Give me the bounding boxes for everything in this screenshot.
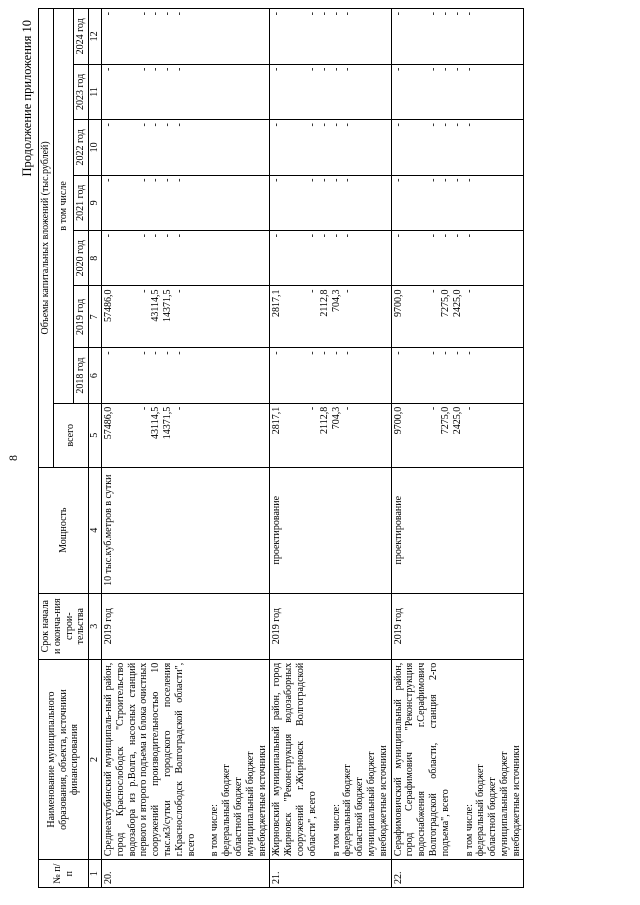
source-value: -	[150, 123, 162, 127]
value-total: -	[392, 67, 404, 72]
source-value: -	[330, 123, 342, 127]
source-name: внебюджетные источники	[256, 745, 268, 857]
header-column-number: 7	[89, 286, 102, 348]
value-total: -	[102, 178, 114, 182]
source-name: внебюджетные источники	[510, 745, 522, 857]
value-cell	[270, 348, 391, 403]
value-cell	[270, 286, 391, 348]
header-num: № п/п	[39, 860, 89, 888]
source-name: федеральный бюджет	[475, 764, 487, 857]
value-cell	[391, 286, 524, 348]
row-name-cell	[391, 659, 524, 860]
row-capacity: проектирование	[391, 467, 524, 593]
value-sources	[127, 179, 186, 227]
value-total: -	[271, 234, 283, 238]
source-value: -	[138, 123, 150, 127]
source-value: -	[138, 406, 150, 411]
source-value: -	[330, 67, 342, 72]
source-value: -	[451, 123, 463, 127]
source-value: -	[451, 178, 463, 182]
value-sources	[295, 234, 354, 282]
source-value: -	[330, 351, 342, 355]
value-total: -	[102, 67, 114, 72]
value-sources	[295, 179, 354, 227]
source-value: -	[150, 178, 162, 182]
source-value: -	[306, 12, 318, 16]
value-sources	[416, 123, 475, 171]
source-value: 704,3	[330, 406, 342, 430]
header-column-number: 10	[89, 120, 102, 175]
value-total: -	[102, 123, 114, 127]
value-total: -	[102, 12, 114, 16]
source-value: -	[162, 123, 174, 127]
value-spacer	[416, 68, 428, 116]
value-cell	[391, 231, 524, 286]
source-value: 2425,0	[451, 289, 463, 317]
source-value: -	[138, 351, 150, 355]
value-sources	[416, 289, 475, 344]
value-spacer	[416, 351, 428, 399]
value-cell	[270, 175, 391, 230]
value-sources	[127, 123, 186, 171]
value-sources	[295, 68, 354, 116]
value-cell	[101, 120, 269, 175]
value-spacer	[127, 351, 139, 399]
source-value: -	[150, 234, 162, 238]
value-cell	[391, 64, 524, 119]
source-value: -	[451, 351, 463, 355]
header-year: 2022 год	[74, 120, 89, 175]
source-value: -	[306, 351, 318, 355]
value-cell	[101, 348, 269, 403]
value-sources	[295, 289, 354, 344]
value-sources	[416, 234, 475, 282]
source-name: муниципальный бюджет	[498, 751, 510, 857]
source-name: федеральный бюджет	[221, 764, 233, 857]
value-sources	[295, 407, 354, 464]
capital-investment-table	[38, 8, 524, 888]
row-term: 2019 год	[101, 593, 269, 659]
value-spacer	[416, 289, 428, 344]
source-value: -	[306, 123, 318, 127]
row-name-cell	[270, 659, 391, 860]
value-cell	[270, 120, 391, 175]
row-term: 2019 год	[270, 593, 391, 659]
header-column-number: 9	[89, 175, 102, 230]
header-column-number: 6	[89, 348, 102, 403]
value-cell	[270, 403, 391, 467]
row-name-cell	[101, 659, 269, 860]
source-name: областной бюджет	[487, 777, 499, 857]
source-value: 14371,5	[162, 406, 174, 440]
source-value: -	[463, 406, 475, 411]
source-value: -	[428, 289, 440, 293]
source-value: -	[138, 289, 150, 293]
value-spacer	[127, 12, 139, 61]
source-value: -	[463, 234, 475, 238]
value-spacer	[127, 123, 139, 171]
source-value: -	[318, 123, 330, 127]
value-cell	[391, 120, 524, 175]
source-value: -	[173, 67, 185, 72]
source-value: 43114,5	[150, 406, 162, 439]
value-cell	[101, 231, 269, 286]
value-sources	[127, 289, 186, 344]
source-value: 7275,0	[439, 406, 451, 435]
sources-block	[464, 663, 523, 857]
source-value: -	[173, 289, 185, 293]
source-name: внебюджетные источники	[377, 745, 389, 857]
value-cell	[101, 403, 269, 467]
value-sources	[416, 68, 475, 116]
source-value: -	[173, 12, 185, 16]
source-value: -	[428, 178, 440, 182]
source-value: -	[173, 178, 185, 182]
table-row	[101, 9, 269, 888]
source-value: -	[162, 234, 174, 238]
value-cell	[391, 348, 524, 403]
source-value: -	[150, 351, 162, 355]
source-value: -	[173, 406, 185, 411]
object-name: Жирновский муниципальный район, город Жирновск "Реконструкция водозаборных сооружений г.Жирновск Волгоградской области", всего	[271, 662, 318, 857]
source-value: -	[342, 351, 354, 355]
source-value: -	[342, 234, 354, 238]
value-spacer	[416, 179, 428, 227]
object-name: Среднеахтубинский муниципаль-ный район, город Краснослободск "Строительство водозабора из р.Волга, насосных станций первого и второго подъема и блока очистных сооружений производительностью 10 тыс.м3/сутки городского поселения г.Краснослободск Волгоградской области", всего	[102, 662, 197, 857]
source-value: -	[318, 67, 330, 72]
header-year: 2018 год	[74, 348, 89, 403]
value-total: -	[271, 178, 283, 182]
value-spacer	[416, 234, 428, 282]
value-total: 57486,0	[102, 289, 114, 322]
source-value: -	[162, 12, 174, 16]
value-cell	[270, 231, 391, 286]
source-value: 2425,0	[451, 406, 463, 435]
value-cell	[270, 9, 391, 65]
value-spacer	[127, 407, 139, 464]
source-name: областной бюджет	[232, 777, 244, 857]
source-value: -	[342, 289, 354, 293]
header-term: Срок начала и оконча-ния строи-тельства	[39, 593, 89, 659]
value-cell	[101, 9, 269, 65]
source-value: -	[451, 12, 463, 16]
value-total: -	[271, 12, 283, 16]
page-number: 8	[6, 455, 20, 461]
source-value: -	[439, 178, 451, 182]
source-value: -	[330, 12, 342, 16]
source-value: -	[439, 123, 451, 127]
source-value: -	[318, 178, 330, 182]
value-sources	[127, 234, 186, 282]
value-cell	[391, 403, 524, 467]
value-spacer	[295, 179, 307, 227]
source-name: федеральный бюджет	[342, 764, 354, 857]
value-total: -	[102, 351, 114, 355]
value-total: 2817,1	[271, 406, 283, 435]
source-value: -	[342, 12, 354, 16]
value-sources	[416, 12, 475, 61]
value-sources	[127, 351, 186, 399]
value-total: 9700,0	[392, 406, 404, 435]
value-cell	[101, 64, 269, 119]
value-spacer	[127, 289, 139, 344]
value-total: -	[271, 351, 283, 355]
header-column-number: 5	[89, 403, 102, 467]
value-total: -	[102, 234, 114, 238]
value-total: 2817,1	[271, 289, 283, 317]
source-value: -	[318, 234, 330, 238]
source-value: -	[306, 67, 318, 72]
source-value: -	[173, 123, 185, 127]
value-total: -	[392, 12, 404, 16]
source-value: -	[306, 234, 318, 238]
value-total: -	[392, 234, 404, 238]
source-value: -	[342, 178, 354, 182]
value-sources	[295, 12, 354, 61]
source-value: 2112,8	[318, 406, 330, 434]
source-value: -	[330, 178, 342, 182]
value-total: -	[392, 178, 404, 182]
table-row	[270, 9, 391, 888]
value-spacer	[295, 68, 307, 116]
value-spacer	[295, 12, 307, 61]
source-value: -	[463, 178, 475, 182]
object-name: Серафимовичский муниципальный район, город Серафимович "Реконструкция водоснабжения г.Серафимович Волгоградской области, станция 2-го подъема", всего	[392, 662, 451, 857]
header-column-number: 8	[89, 231, 102, 286]
value-sources	[295, 123, 354, 171]
value-cell	[101, 286, 269, 348]
source-value: -	[138, 12, 150, 16]
value-spacer	[127, 234, 139, 282]
source-value: -	[173, 234, 185, 238]
value-spacer	[127, 68, 139, 116]
source-value: -	[342, 123, 354, 127]
source-value: -	[138, 178, 150, 182]
value-sources	[416, 351, 475, 399]
source-value: -	[451, 234, 463, 238]
table-row	[391, 9, 524, 888]
row-capacity: проектирование	[270, 467, 391, 593]
value-spacer	[295, 123, 307, 171]
source-value: -	[439, 351, 451, 355]
value-cell	[391, 9, 524, 65]
value-cell	[391, 175, 524, 230]
source-value: -	[439, 67, 451, 72]
source-value: -	[150, 12, 162, 16]
source-value: -	[162, 351, 174, 355]
value-sources	[127, 407, 186, 464]
value-sources	[416, 407, 475, 464]
source-value: -	[463, 123, 475, 127]
header-column-number: 12	[89, 9, 102, 65]
source-value: -	[138, 67, 150, 72]
value-total: 57486,0	[102, 406, 114, 440]
row-number: 20.	[101, 860, 269, 888]
source-value: -	[342, 67, 354, 72]
value-sources	[127, 68, 186, 116]
source-value: -	[439, 234, 451, 238]
sources-label: в том числе:	[463, 804, 475, 857]
row-number: 21.	[270, 860, 391, 888]
source-value: 14371,5	[162, 289, 174, 322]
source-value: -	[162, 178, 174, 182]
value-sources	[416, 179, 475, 227]
value-cell	[270, 64, 391, 119]
value-total: 9700,0	[392, 289, 404, 317]
source-value: -	[451, 67, 463, 72]
value-spacer	[416, 123, 428, 171]
source-value: -	[428, 351, 440, 355]
header-column-number: 3	[89, 593, 102, 659]
header-total: всего	[53, 403, 88, 467]
source-value: -	[306, 289, 318, 293]
header-column-number: 2	[89, 659, 102, 860]
source-name: областной бюджет	[354, 777, 366, 857]
source-name: муниципальный бюджет	[365, 751, 377, 857]
source-value: -	[463, 289, 475, 293]
source-value: 43114,5	[150, 289, 162, 322]
source-value: -	[428, 406, 440, 411]
source-value: -	[342, 406, 354, 411]
value-total: -	[271, 123, 283, 127]
source-value: -	[428, 67, 440, 72]
source-value: -	[138, 234, 150, 238]
source-value: -	[463, 67, 475, 72]
continuation-label: Продолжение приложения 10	[20, 20, 34, 177]
source-value: -	[428, 123, 440, 127]
header-year: 2020 год	[74, 231, 89, 286]
source-value: -	[150, 67, 162, 72]
header-volume: Объемы капитальных вложений (тыс.рублей)	[39, 9, 54, 468]
row-term: 2019 год	[391, 593, 524, 659]
source-value: -	[428, 234, 440, 238]
source-value: 2112,8	[318, 289, 330, 317]
value-sources	[127, 12, 186, 61]
value-spacer	[416, 407, 428, 464]
source-value: -	[318, 12, 330, 16]
value-spacer	[295, 351, 307, 399]
header-column-number: 4	[89, 467, 102, 593]
source-value: 7275,0	[439, 289, 451, 317]
value-cell	[101, 175, 269, 230]
source-value: -	[318, 351, 330, 355]
value-spacer	[295, 234, 307, 282]
sources-label: в том числе:	[209, 804, 221, 857]
source-name: муниципальный бюджет	[244, 751, 256, 857]
value-spacer	[127, 179, 139, 227]
header-year: 2021 год	[74, 175, 89, 230]
source-value: -	[306, 406, 318, 411]
source-value: -	[463, 12, 475, 16]
source-value: -	[162, 67, 174, 72]
source-value: -	[330, 234, 342, 238]
header-year: 2024 год	[74, 9, 89, 65]
header-incl: в том числе	[53, 9, 74, 404]
header-column-number: 11	[89, 64, 102, 119]
source-value: -	[306, 178, 318, 182]
sources-block	[209, 663, 268, 857]
row-number: 22.	[391, 860, 524, 888]
value-sources	[295, 351, 354, 399]
source-value: 704,3	[330, 289, 342, 312]
header-name: Наименование муниципального образования, объекта, источники финансирования	[39, 659, 89, 860]
value-total: -	[392, 123, 404, 127]
source-value: -	[439, 12, 451, 16]
header-capacity: Мощность	[39, 467, 89, 593]
header-year: 2019 год	[74, 286, 89, 348]
value-spacer	[416, 12, 428, 61]
value-spacer	[295, 407, 307, 464]
sources-label: в том числе:	[330, 804, 342, 857]
source-value: -	[173, 351, 185, 355]
header-year: 2023 год	[74, 64, 89, 119]
value-total: -	[392, 351, 404, 355]
row-capacity: 10 тыс.куб.метров в сутки	[101, 467, 269, 593]
source-value: -	[428, 12, 440, 16]
value-spacer	[295, 289, 307, 344]
source-value: -	[463, 351, 475, 355]
header-column-number: 1	[89, 860, 102, 888]
sources-block	[331, 663, 390, 857]
value-total: -	[271, 67, 283, 72]
